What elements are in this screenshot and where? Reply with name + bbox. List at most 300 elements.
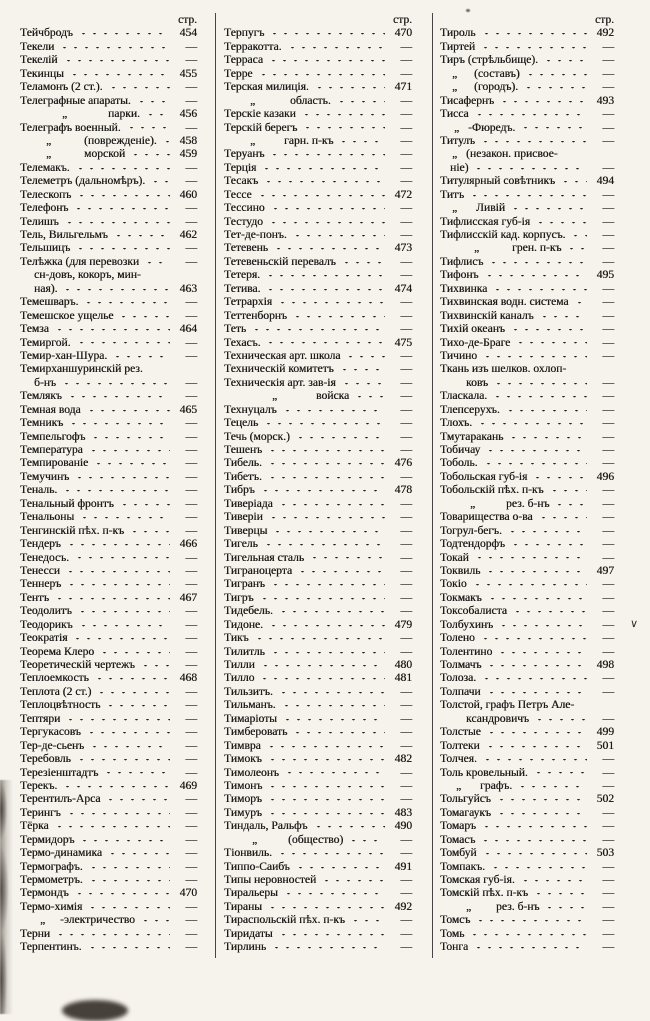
index-entry [224, 174, 412, 187]
entry-label: Томагаукъ [440, 805, 491, 819]
entry-page-number: — [602, 348, 614, 362]
index-entry [440, 322, 614, 335]
dot-leader [118, 316, 170, 320]
entry-page-number: — [400, 133, 412, 147]
dot-leader [259, 678, 385, 682]
entry-label: грен. п-къ [512, 241, 562, 255]
dot-leader [544, 907, 587, 911]
entry-label: Теоретическій чертежъ [20, 658, 135, 671]
entry-page-number: — [400, 160, 412, 174]
index-entry [440, 792, 614, 805]
entry-label: Телеметръ (дальномѣръ). [20, 174, 146, 188]
index-entry [20, 53, 197, 66]
dot-leader [499, 101, 587, 105]
dot-leader [543, 60, 587, 64]
index-entry [224, 161, 412, 174]
index-entry [224, 134, 412, 147]
entry-label: Теннеръ [20, 577, 62, 591]
index-entry [224, 80, 412, 93]
entry-label: Тет-де-понъ. [224, 228, 287, 241]
dot-leader [481, 826, 587, 830]
dot-leader [520, 127, 587, 131]
entry-page-number: — [602, 416, 614, 430]
index-entry [20, 389, 197, 402]
entry-page-number: — [400, 510, 412, 524]
entry-label: (незакон. присвое- [466, 147, 558, 161]
index-entry [20, 121, 197, 134]
entry-label: Тергукасовъ [20, 725, 81, 739]
entry-label: Тигръ [224, 590, 254, 604]
index-entry [224, 833, 412, 846]
index-entry [224, 591, 412, 604]
index-entry [224, 900, 412, 913]
index-entry [440, 712, 614, 725]
entry-label: Темиргой. [20, 335, 71, 349]
index-entry [20, 873, 197, 886]
index-column-3 [432, 13, 650, 958]
dot-leader [486, 732, 587, 736]
entry-label: Терре [224, 66, 253, 80]
entry-label: рез. б-нъ [506, 496, 550, 510]
ditto-mark: „ [46, 147, 52, 161]
ditto-mark: „ [452, 80, 458, 94]
dot-leader [67, 396, 170, 400]
entry-page-number: — [602, 617, 614, 631]
dot-leader [483, 463, 587, 467]
entry-label: Ткань изъ шелков. охлоп- [440, 362, 567, 376]
entry-page-number: — [400, 725, 412, 739]
dot-leader [107, 853, 170, 857]
index-entry [440, 40, 614, 53]
entry-page-number: — [185, 201, 197, 215]
entry-label: Тиртей [440, 39, 476, 53]
index-entry [20, 40, 197, 53]
entry-page-number: — [400, 537, 412, 551]
entry-label: Толпачи [440, 684, 481, 698]
dot-leader [270, 208, 385, 212]
entry-label: Температура [20, 443, 83, 456]
entry-page-number: 456 [179, 107, 197, 121]
entry-label: Ливій [476, 201, 505, 215]
dot-leader [533, 893, 587, 897]
index-entry [20, 792, 197, 805]
entry-page-number: — [400, 39, 412, 53]
entry-label: Тимуръ [224, 805, 262, 819]
entry-page-number: — [602, 335, 614, 349]
dot-leader [72, 638, 170, 642]
dot-leader [549, 490, 587, 494]
index-entry [20, 456, 197, 469]
dot-leader [61, 383, 170, 387]
index-entry [440, 524, 614, 537]
entry-label: Тибель. [224, 456, 262, 470]
entry-label: Термондъ [20, 886, 69, 900]
entry-label: Титулъ [440, 133, 475, 147]
dot-leader [96, 692, 170, 696]
index-entry [440, 577, 614, 590]
index-entry [440, 134, 614, 147]
entry-label: Техническая арт. школа [224, 348, 341, 362]
dot-leader [86, 732, 170, 736]
dot-leader [54, 598, 170, 602]
dot-leader [93, 463, 170, 467]
entry-label: Томская губ-ія. [440, 873, 515, 886]
index-entry [440, 430, 614, 443]
entry-page-number: 492 [394, 899, 412, 913]
dot-leader [89, 746, 170, 750]
entry-page-number: — [400, 322, 412, 336]
entry-page-number: — [400, 792, 412, 806]
entry-label: Тибетъ. [224, 469, 262, 483]
index-entry [440, 53, 614, 66]
dot-leader [263, 423, 385, 427]
entry-label: Тобольскій пѣх. п-къ [440, 483, 544, 497]
index-entry [440, 147, 614, 160]
dot-leader [126, 127, 170, 131]
index-entry [20, 268, 197, 281]
entry-page-number: — [185, 483, 197, 497]
entry-label: Тигельная сталь [224, 550, 305, 564]
dot-leader [263, 544, 385, 548]
dot-leader [508, 437, 587, 441]
entry-label: Толено [440, 631, 475, 645]
entry-page-number: — [400, 765, 412, 779]
ditto-mark: „ [470, 496, 476, 510]
dot-leader [496, 799, 587, 803]
index-entry [440, 282, 614, 295]
entry-page-number: — [185, 563, 197, 577]
dot-leader [490, 867, 587, 871]
entry-label: Термидоръ [20, 832, 75, 846]
entry-page-number: — [400, 402, 412, 416]
entry-label: Толмачъ [440, 658, 482, 671]
index-entry [224, 806, 412, 819]
entry-label: Тессе [224, 187, 252, 201]
index-entry [20, 241, 197, 254]
dot-leader [74, 893, 170, 897]
dot-leader [140, 920, 170, 924]
index-entry [224, 537, 412, 550]
entry-page-number: — [400, 496, 412, 510]
entry-label: Тирлинь [224, 940, 267, 954]
entry-page-number: — [400, 389, 412, 403]
entry-page-number: — [602, 671, 614, 685]
index-entry [224, 658, 412, 671]
dot-leader [55, 934, 170, 938]
entry-label: Типы неровностей [224, 873, 317, 886]
dot-leader [574, 302, 587, 306]
entry-label: Тёрка [20, 819, 49, 833]
index-entry [224, 524, 412, 537]
dot-leader [251, 329, 385, 333]
entry-page-number: 470 [394, 26, 412, 40]
entry-label: Темир-хан-Шура. [20, 348, 108, 362]
dot-leader [554, 504, 587, 508]
entry-label: Толтеки [440, 738, 480, 752]
dot-leader [259, 598, 385, 602]
index-entry [224, 886, 412, 899]
dot-leader [267, 799, 385, 803]
dot-leader [480, 141, 587, 145]
index-entry [20, 470, 197, 483]
entry-page-number: 470 [179, 886, 197, 900]
index-entry [440, 591, 614, 604]
index-entry [440, 201, 614, 214]
ditto-mark: „ [250, 93, 256, 107]
index-entry [440, 268, 614, 281]
entry-page-number: — [602, 214, 614, 228]
entry-label: Темешваръ. [20, 295, 79, 309]
dot-leader [105, 799, 170, 803]
index-entry [20, 846, 197, 859]
entry-page-number: — [602, 456, 614, 470]
index-entry [20, 564, 197, 577]
entry-label: ная). [34, 281, 58, 295]
dot-leader [560, 181, 587, 185]
index-entry [224, 860, 412, 873]
entry-label: Темпельгофъ [20, 429, 86, 443]
entry-page-number: — [185, 254, 197, 268]
index-entry [224, 94, 412, 107]
dot-leader [260, 665, 385, 669]
dot-leader [512, 611, 587, 615]
entry-page-number: — [400, 604, 412, 618]
dot-leader [103, 772, 170, 776]
entry-page-number: — [185, 752, 197, 766]
entry-page-number: — [185, 241, 197, 255]
entry-label: Толбухинъ [440, 617, 494, 631]
index-entry [224, 362, 412, 375]
entry-page-number: — [185, 846, 197, 860]
dot-leader [313, 826, 386, 830]
entry-label: Теплоцвѣтность [20, 698, 101, 712]
entry-label: Тешенъ [224, 443, 263, 456]
dot-leader [348, 840, 385, 844]
entry-label: Темирханшуринскій рез. [20, 362, 143, 376]
entry-label: Тиридаты [224, 926, 273, 940]
entry-page-number: — [400, 201, 412, 215]
entry-label: Техническій комитетъ [224, 362, 334, 376]
entry-label: Тибръ [224, 483, 255, 497]
entry-label: Тихій океанъ [440, 322, 505, 336]
index-entry [440, 416, 614, 429]
dot-leader [484, 275, 587, 279]
entry-label: Темза [20, 322, 49, 336]
index-entry [440, 336, 614, 349]
entry-label: Телемакъ. [20, 160, 70, 174]
entry-page-number: — [400, 254, 412, 268]
entry-page-number: — [185, 913, 197, 927]
entry-label: Терскіе казаки [224, 107, 296, 121]
entry-label: Теодорикъ [20, 617, 73, 631]
entry-page-number: — [400, 295, 412, 309]
dot-leader [267, 477, 385, 481]
index-entry [224, 349, 412, 362]
dot-leader [62, 490, 170, 494]
ditto-mark: „ [40, 913, 46, 927]
entry-label: Термо-химія [20, 899, 83, 913]
index-entry [20, 309, 197, 322]
index-entry [20, 349, 197, 362]
entry-label: Токай [440, 550, 469, 564]
index-entry [440, 121, 614, 134]
index-entry [20, 886, 197, 899]
entry-page-number: — [400, 940, 412, 954]
dot-leader [278, 504, 385, 508]
entry-page-number: — [185, 725, 197, 739]
entry-label: Томпакъ. [440, 859, 485, 873]
entry-list [440, 26, 639, 954]
index-entry [224, 107, 412, 120]
index-entry [20, 67, 197, 80]
entry-page-number: — [400, 375, 412, 389]
dot-leader [268, 625, 385, 629]
dot-leader [354, 396, 385, 400]
dot-leader [474, 557, 587, 561]
dot-leader [62, 786, 170, 790]
dot-leader [88, 867, 170, 871]
entry-page-number: — [185, 120, 197, 134]
entry-label: Токсобалиста [440, 604, 507, 618]
entry-label: (общество) [288, 832, 344, 846]
entry-page-number: — [185, 496, 197, 510]
entry-page-number: 472 [394, 187, 412, 201]
dot-leader [469, 195, 587, 199]
entry-page-number: — [400, 631, 412, 645]
index-entry [440, 551, 614, 564]
ditto-mark: „ [250, 133, 256, 147]
entry-page-number: 501 [596, 738, 614, 752]
entry-label: Терентилъ-Арса [20, 792, 101, 806]
dot-leader [261, 168, 385, 172]
dot-leader [505, 410, 587, 414]
entry-label: Толстой, графъ Петръ Але- [440, 698, 575, 712]
index-entry [440, 819, 614, 832]
entry-label: Товарищества о-ва [440, 510, 533, 524]
ditto-mark: „ [452, 66, 458, 80]
index-entry [440, 833, 614, 846]
entry-page-number: — [185, 510, 197, 524]
index-entry [224, 725, 412, 738]
entry-page-number: — [185, 93, 197, 107]
ditto-mark: „ [454, 120, 460, 134]
entry-label: Тендеръ [20, 537, 61, 551]
entry-label: рез. б-нъ [496, 899, 540, 913]
ditto-mark: „ [252, 832, 258, 846]
index-entry [440, 443, 614, 456]
dot-leader [497, 652, 587, 656]
index-entry [440, 215, 614, 228]
dot-leader [76, 195, 170, 199]
dot-leader [87, 907, 170, 911]
dot-leader [65, 719, 170, 723]
index-entry [224, 739, 412, 752]
dot-leader [119, 504, 170, 508]
entry-page-number: — [185, 456, 197, 470]
entry-page-number: 474 [394, 281, 412, 295]
dot-leader [88, 450, 170, 454]
dot-leader [350, 920, 385, 924]
entry-label: Телеграфные апараты. [20, 93, 131, 107]
entry-label: Тогрул-бегъ. [440, 523, 502, 537]
entry-page-number: — [602, 281, 614, 295]
entry-label: Томь [440, 926, 465, 940]
dot-leader [496, 813, 587, 817]
dot-leader [277, 853, 385, 857]
dot-leader [480, 840, 587, 844]
dot-leader [74, 477, 170, 481]
index-entry [440, 309, 614, 322]
index-entry [20, 336, 197, 349]
entry-label: Тенальный фронтъ [20, 496, 114, 510]
dot-leader [301, 114, 385, 118]
dot-leader [94, 678, 170, 682]
index-entry [20, 295, 197, 308]
entry-label: Тиндаль, Ральфъ [224, 819, 308, 833]
index-entry [20, 80, 197, 93]
index-entry [20, 161, 197, 174]
entry-page-number: — [602, 496, 614, 510]
entry-label: Тиверіи [224, 510, 263, 524]
entry-page-number: 481 [394, 671, 412, 685]
entry-label: Тиверцы [224, 523, 268, 537]
entry-page-number: — [400, 66, 412, 80]
dot-leader [507, 531, 587, 535]
entry-label: Тлохъ. [440, 416, 473, 430]
index-entry [440, 752, 614, 765]
entry-label: морской [84, 147, 126, 161]
index-entry [224, 443, 412, 456]
dot-leader [54, 329, 170, 333]
entry-label: Тенесси [20, 563, 60, 577]
dot-leader [144, 262, 170, 266]
entry-label: Токіо [440, 577, 467, 591]
dot-leader [257, 195, 385, 199]
dot-leader [295, 867, 385, 871]
index-entry [440, 376, 614, 389]
entry-page-number: 476 [394, 456, 412, 470]
dot-leader [314, 87, 385, 91]
entry-list [20, 26, 197, 953]
dot-leader [339, 369, 385, 373]
entry-label: Тилитль [224, 644, 265, 658]
entry-page-number: — [602, 711, 614, 725]
dot-leader [150, 181, 170, 185]
index-entry [224, 295, 412, 308]
entry-label: Тихвинскій каналъ [440, 308, 534, 322]
dot-leader [482, 759, 587, 763]
entry-label: Темная вода [20, 402, 81, 416]
dot-leader [533, 772, 587, 776]
index-entry [224, 913, 412, 926]
entry-page-number: — [185, 335, 197, 349]
entry-page-number: — [602, 537, 614, 551]
index-entry [224, 228, 412, 241]
dot-leader [266, 746, 385, 750]
index-entry [224, 712, 412, 725]
entry-page-number: — [185, 174, 197, 188]
entry-page-number: — [602, 228, 614, 241]
dot-leader [482, 853, 587, 857]
dot-leader [525, 74, 587, 78]
index-entry [20, 766, 197, 779]
entry-label: Тобичау [440, 443, 481, 456]
entry-label: Темучинъ [20, 469, 70, 483]
entry-page-number: — [602, 107, 614, 121]
index-entry [20, 174, 197, 187]
dot-leader [486, 665, 587, 669]
entry-page-number: 463 [179, 281, 197, 295]
